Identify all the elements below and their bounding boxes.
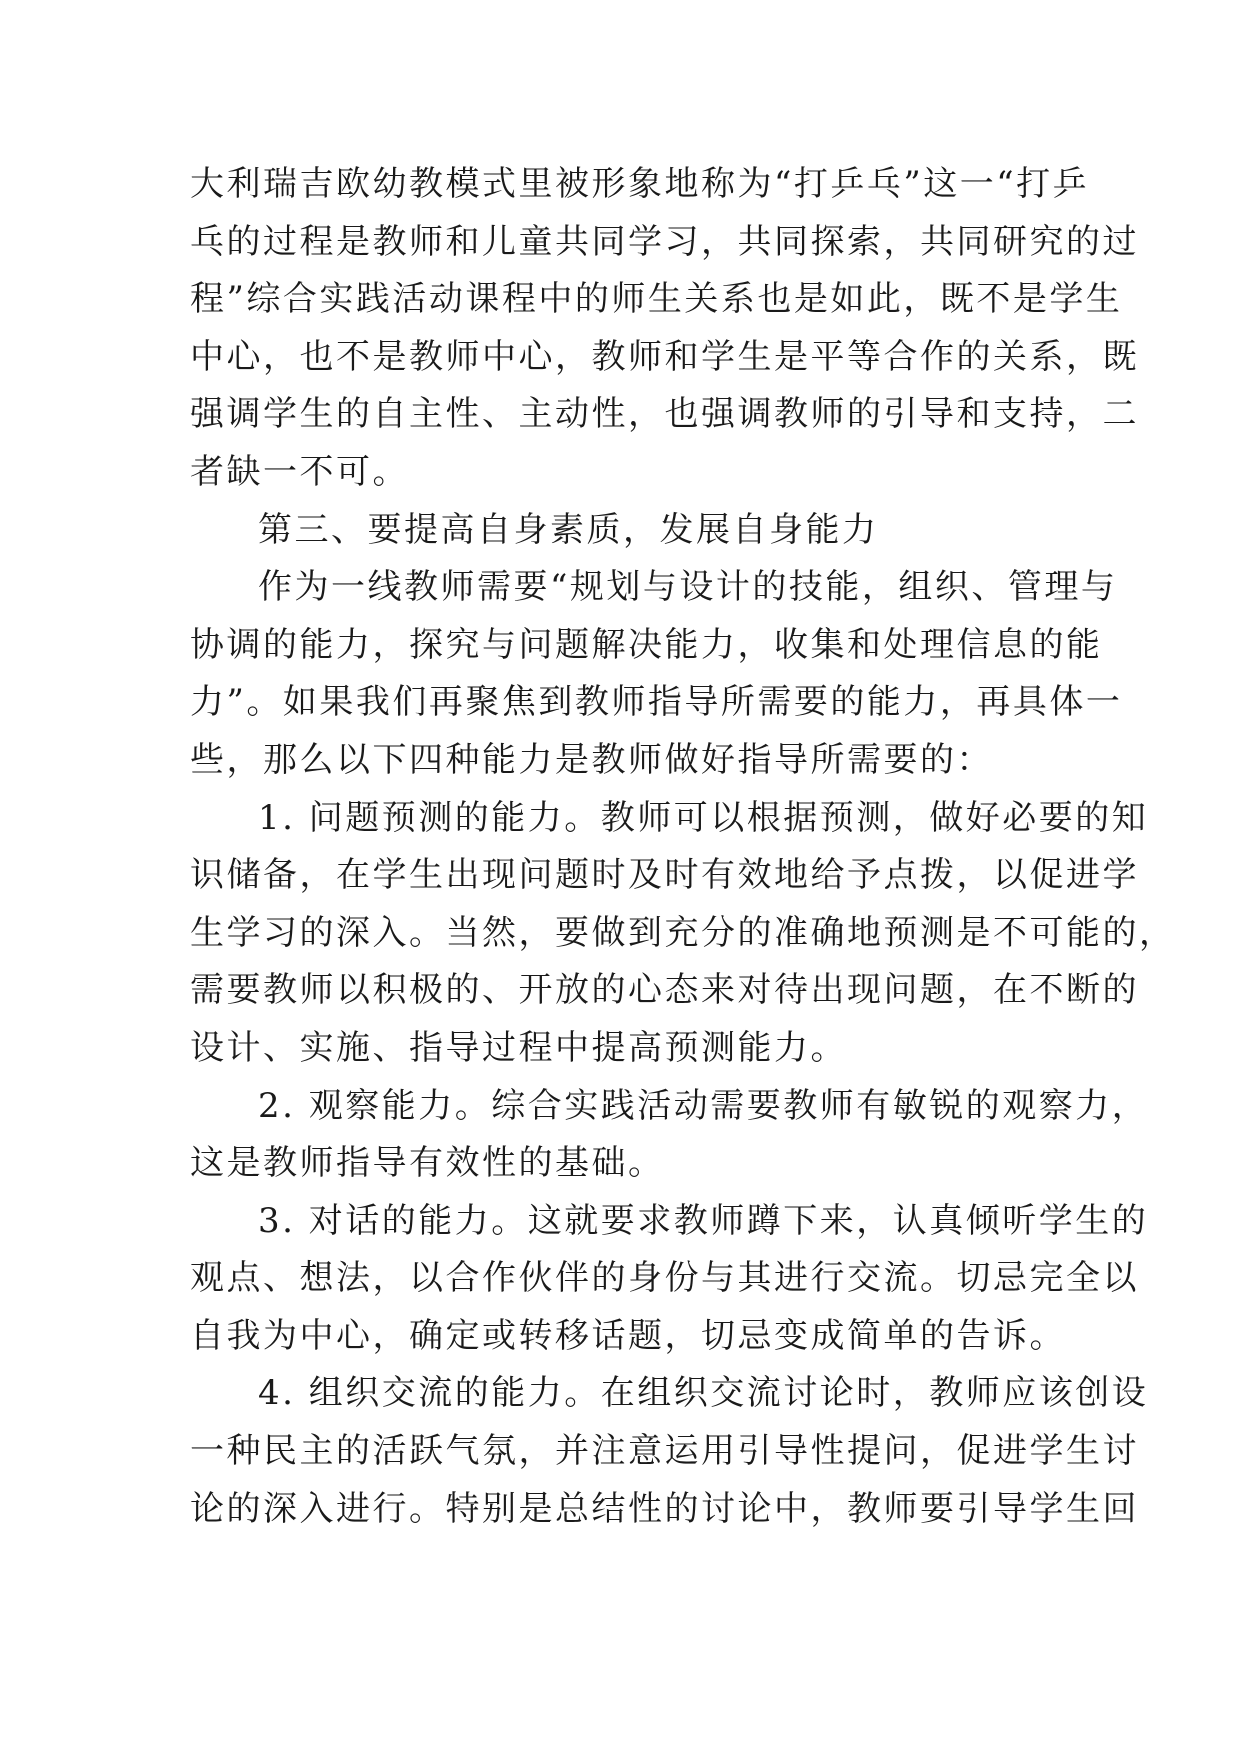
text-line: 作为一线教师需要“规划与设计的技能，组织、管理与 xyxy=(258,567,1118,608)
text-line: 论的深入进行。特别是总结性的讨论中，教师要引导学生回 xyxy=(190,1488,1139,1529)
text-line: 自我为中心，确定或转移话题，切忌变成简单的告诉。 xyxy=(190,1315,1066,1356)
text-line: 需要教师以积极的、开放的心态来对待出现问题，在不断的 xyxy=(190,970,1139,1011)
text-line: 大利瑞吉欧幼教模式里被形象地称为“打乒乓”这一“打乒 xyxy=(190,164,1090,204)
body-text xyxy=(190,156,1176,1538)
list-item-1: 1. 问题预测的能力。教师可以根据预测，做好必要的知 xyxy=(258,797,1149,838)
text-line: 设计、实施、指导过程中提高预测能力。 xyxy=(190,1027,847,1068)
text-line: 识储备，在学生出现问题时及时有效地给予点拨，以促进学 xyxy=(190,855,1139,896)
text-line: 生学习的深入。当然，要做到充分的准确地预测是不可能的， xyxy=(190,912,1176,953)
text-line: 乓的过程是教师和儿童共同学习，共同探索，共同研究的过 xyxy=(190,221,1139,262)
text-line: 强调学生的自主性、主动性，也强调教师的引导和支持，二 xyxy=(190,394,1139,435)
list-item-2: 2. 观察能力。综合实践活动需要教师有敏锐的观察力， xyxy=(258,1085,1149,1126)
text-line: 观点、想法，以合作伙伴的身份与其进行交流。切忌完全以 xyxy=(190,1258,1139,1299)
text-line: 这是教师指导有效性的基础。 xyxy=(190,1143,665,1184)
text-line: 者缺一不可。 xyxy=(190,451,409,492)
list-item-3: 3. 对话的能力。这就要求教师蹲下来，认真倾听学生的 xyxy=(258,1200,1149,1241)
text-line: 中心，也不是教师中心，教师和学生是平等合作的关系，既 xyxy=(190,336,1139,377)
section-heading: 第三、要提高自身素质，发展自身能力 xyxy=(258,509,879,550)
text-line: 些，那么以下四种能力是教师做好指导所需要的： xyxy=(190,739,993,780)
text-line: 力”。如果我们再聚焦到教师指导所需要的能力，再具体一 xyxy=(190,682,1123,723)
text-line: 程”综合实践活动课程中的师生关系也是如此，既不是学生 xyxy=(190,279,1123,320)
list-item-4: 4. 组织交流的能力。在组织交流讨论时，教师应该创设 xyxy=(258,1373,1149,1414)
text-line: 协调的能力，探究与问题解决能力，收集和处理信息的能 xyxy=(190,624,1103,665)
text-line: 一种民主的活跃气氛，并注意运用引导性提问，促进学生讨 xyxy=(190,1431,1139,1472)
